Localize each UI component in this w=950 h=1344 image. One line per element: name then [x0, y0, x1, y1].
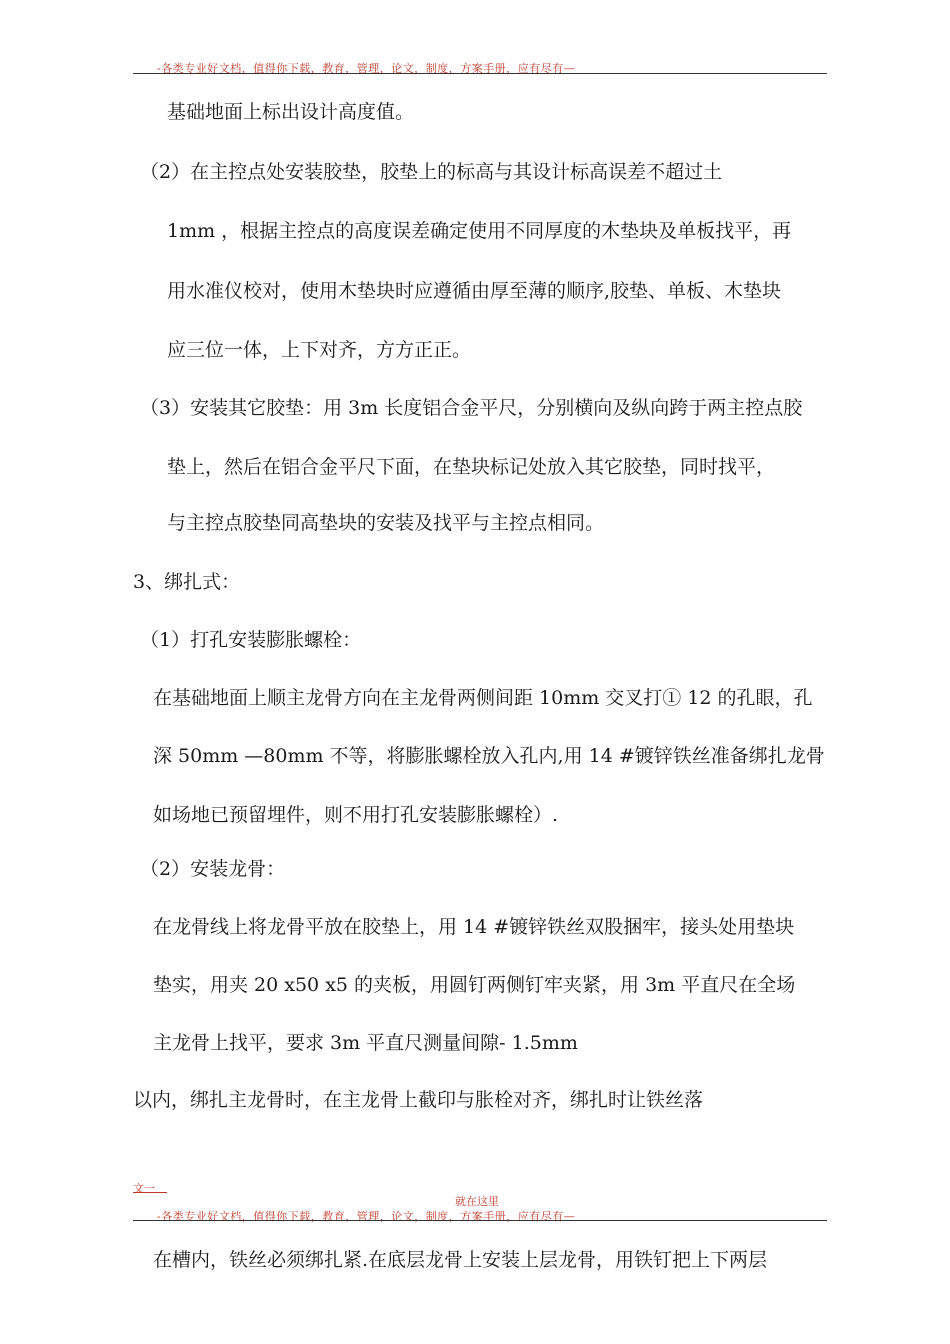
body-line-9: 3、绑扎式： [133, 571, 241, 593]
body-line-10: （1）打孔安装膨胀螺栓： [140, 629, 362, 651]
body-line-13: 如场地已预留埋件，则不用打孔安装膨胀螺栓）. [153, 804, 559, 826]
header-divider [133, 73, 827, 74]
body-line-17: 主龙骨上找平，要求 3m 平直尺测量间隙- 1.5mm [153, 1032, 578, 1054]
body-line-7: 垫上，然后在铝合金平尺下面，在垫块标记处放入其它胶垫，同时找平， [167, 456, 776, 478]
body-line-15: 在龙骨线上将龙骨平放在胶垫上，用 14 #镀锌铁丝双股捆牢，接头处用垫块 [153, 916, 795, 938]
footer-left-underline [133, 1192, 167, 1193]
footer-divider [133, 1220, 827, 1221]
body-line-8: 与主控点胶垫同高垫块的安装及找平与主控点相同。 [167, 512, 605, 534]
body-line-14: （2）安装龙骨： [140, 858, 286, 880]
body-line-2: （2）在主控点处安装胶垫，胶垫上的标高与其设计标高误差不超过土 [140, 161, 723, 183]
footer-left-label: 文一 [133, 1182, 155, 1195]
footer-banner: -各类专业好文档，值得你下载，教育，管理，论文，制度，方案手册，应有尽有— [157, 1210, 576, 1223]
footer-center-label: 就在这里 [455, 1195, 499, 1208]
body-line-11: 在基础地面上顺主龙骨方向在主龙骨两侧间距 10mm 交叉打① 12 的孔眼，孔 [153, 687, 813, 709]
body-line-5: 应三位一体，上下对齐，方方正正。 [167, 339, 472, 361]
body-line-3: 1mm ，根据主控点的高度误差确定使用不同厚度的木垫块及单板找平，再 [167, 220, 792, 242]
body-line-6: （3）安装其它胶垫：用 3m 长度铝合金平尺，分别横向及纵向跨于两主控点胶 [140, 397, 803, 419]
body-line-1: 基础地面上标出设计高度值。 [167, 101, 415, 123]
body-line-4: 用水准仪校对，使用木垫块时应遵循由厚至薄的顺序,胶垫、单板、木垫块 [167, 280, 782, 302]
body-line-12: 深 50mm —80mm 不等，将膨胀螺栓放入孔内,用 14 #镀锌铁丝准备绑扎龙骨 [153, 745, 825, 767]
body-line-16: 垫实，用夹 20 x50 x5 的夹板，用圆钉两侧钉牢夹紧，用 3m 平直尺在全场 [153, 974, 796, 996]
body-line-18: 以内，绑扎主龙骨时，在主龙骨上截印与胀栓对齐，绑扎时让铁丝落 [133, 1089, 704, 1111]
page-header-banner: -各类专业好文档，值得你下载，教育，管理，论文，制度，方案手册，应有尽有— [157, 62, 576, 75]
next-page-line-1: 在槽内，铁丝必须绑扎紧.在底层龙骨上安装上层龙骨，用铁钉把上下两层 [153, 1249, 768, 1271]
